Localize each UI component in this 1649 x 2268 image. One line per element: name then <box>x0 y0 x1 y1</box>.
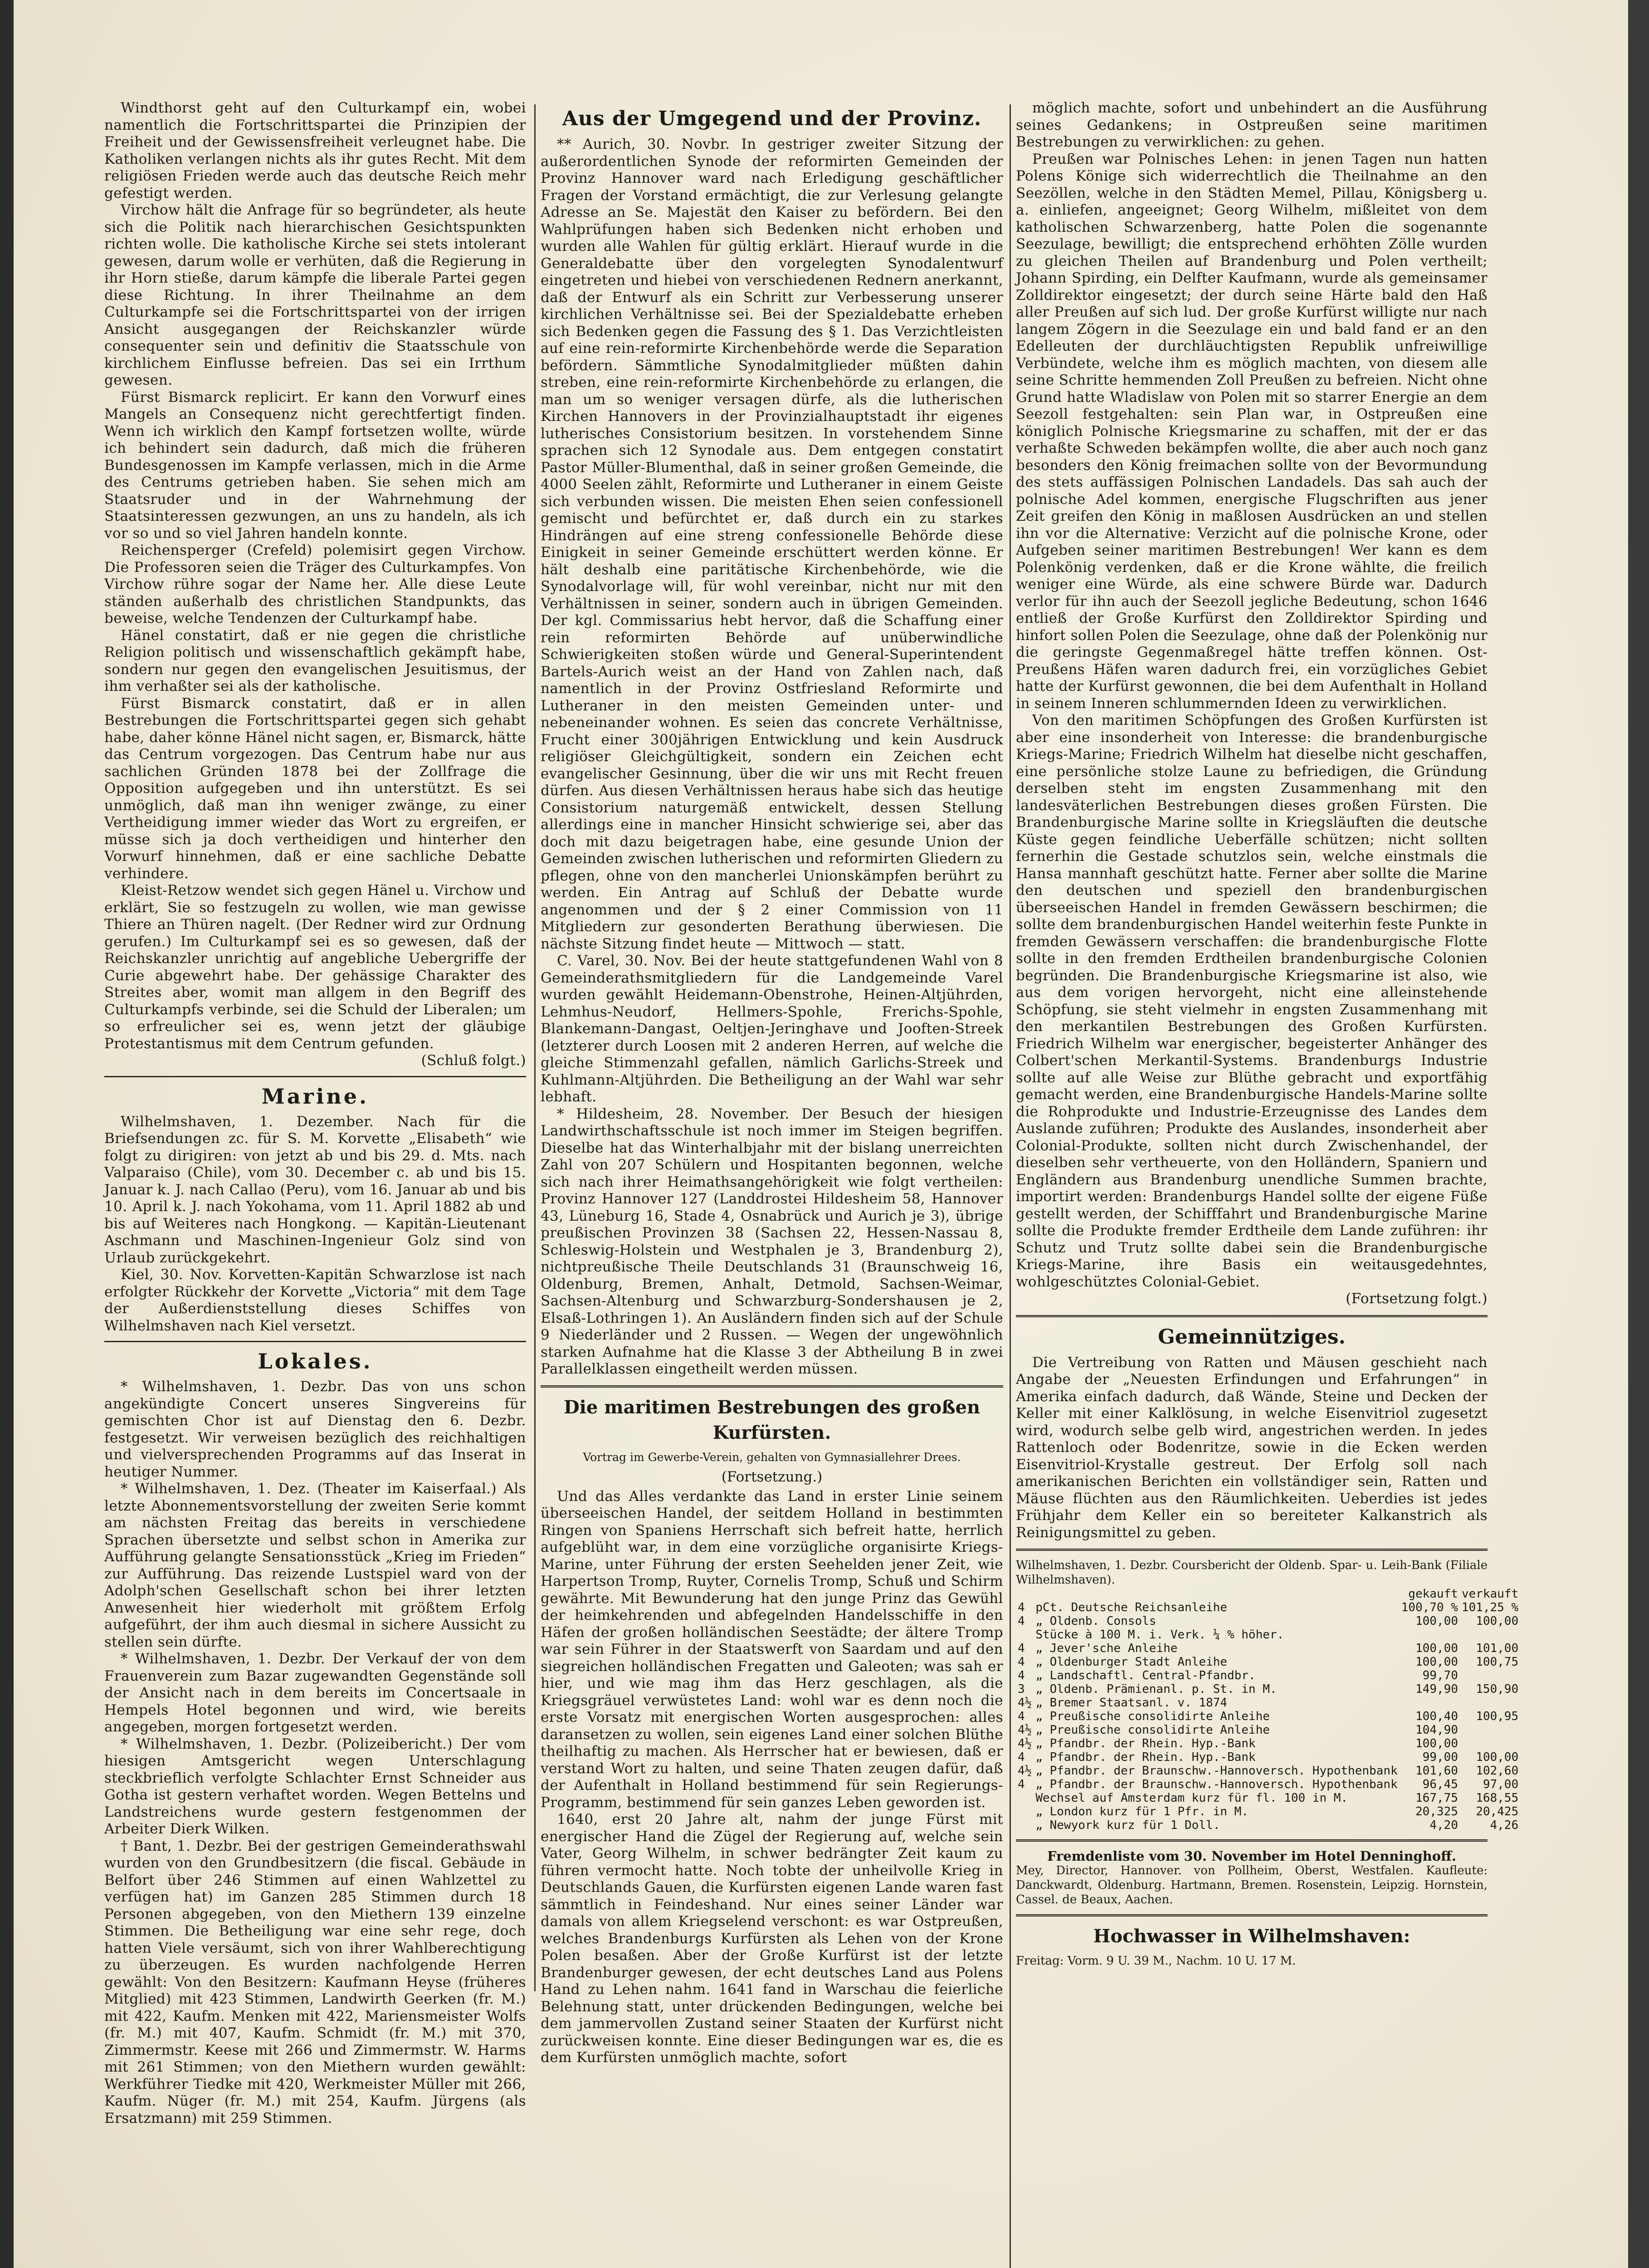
guest-list: Mey, Director, Hannover. von Pollheim, Oberst, Westfalen. Kaufleute: Danckwardt, Oldenburg. Hartmann, Bremen. Rosenstein, Leipzig. Hornstein, Cassel. de Beaux, Aachen. <box>1016 1864 1488 1906</box>
price-cell: 100,70 % <box>1401 1601 1458 1614</box>
table-row <box>1016 1778 1520 1791</box>
price-cell: 100,00 <box>1476 1614 1519 1628</box>
paragraph: Wilhelmshaven, 1. Dezember. Nach für die Briefsendungen zc. für S. M. Korvette „Elisabeth“ wie folgt zu dirigiren: von jetzt ab und bis 29. d. Mts. nach Valparaiso (Chile), vom 30. December c. ab und bis 15. Januar k. J. nach Callao (Peru), vom 16. Januar ab und bis 10. April k. J. nach Yokohama, vom 11. April 1882 ab und bis auf Weiteres nach Hongkong. — Kapitän-Lieutenant Aschmann und Maschinen-Ingenieur Golz sind von Urlaub zurückgekehrt. <box>104 1113 526 1266</box>
security-name: „ Newyork kurz für 1 Doll. <box>1035 1818 1220 1832</box>
interest-rate: 4 <box>1018 1669 1025 1682</box>
table-row <box>1016 1737 1520 1750</box>
column-2 <box>541 100 1003 2067</box>
price-cell <box>1460 1723 1520 1737</box>
paragraph: Windthorst geht auf den Culturkampf ein, wobei namentlich die Fortschrittspartei die Prinzipien der Freiheit und der Gewissensfreiheit verleugnet habe. Die Katholiken verlangen nichts als ihr gutes Recht. Mit dem religiösen Frieden werde auch das deutsche Reich mehr gefestigt werden. <box>104 100 526 201</box>
price-cell: 97,00 <box>1483 1778 1519 1791</box>
interest-rate: 4 <box>1018 1614 1025 1628</box>
paragraph: † Bant, 1. Dezbr. Bei der gestrigen Gemeinderathswahl wurden von den Grundbesitzern (die fiscal. Gebäude in Belfort über 246 Stimmen auf einen Wahlzettel zu verfügen hat) im Ganzen 285 Stimmen durch 18 Personen abgegeben, von den Miethern 139 einzelne Stimmen. Die Betheiligung war eine sehr rege, doch hatten Viele versäumt, sich von ihrer Wahlberechtigung zu überzeugen. Es wurden nachfolgende Herren gewählt: Von den Besitzern: Kaufmann Heyse (früheres Mitglied) mit 423 Stimmen, Landwirth Geerken (fr. M.) mit 422, Kaufm. Menken mit 422, Mariensmeister Wolfs (fr. M.) mit 407, Kaufm. Schmidt (fr. M.) mit 370, Zimmermstr. Keese mit 266 und Zimmermstr. W. Harms mit 261 Stimmen; von den Miethern wurden gewählt: Werkführer Tiedke mit 420, Werkmeister Müller mit 266, Kaufm. Nüger (fr. M.) mit 254, Kaufm. Jürgens (als Ersatzmann) mit 259 Stimmen. <box>104 1838 526 2126</box>
table-row <box>1016 1628 1520 1642</box>
column-header: gekauft <box>1408 1587 1458 1601</box>
price-cell <box>1460 1696 1520 1710</box>
table-row <box>1016 1682 1520 1696</box>
table-row <box>1016 1818 1520 1832</box>
newspaper-page <box>14 0 1628 2268</box>
section-heading-lokales: Lokales. <box>258 1349 373 1374</box>
scan-left-edge <box>0 0 14 2268</box>
table-row <box>1016 1696 1520 1710</box>
paragraph: Preußen war Polnisches Lehen: in jenen Tagen nun hatten Polens Könige sich widerrechtlich die Theilnahme an den Seezöllen, welche in den Städten Memel, Pillau, Königsberg u. a. einliefen, angeeignet; Georg Wilhelm, mißleitet von dem katholischen Schwarzenberg, hatte Polen die sogenannte Seezulage, bewilligt; die entsprechend erhöhten Zölle wurden zu gleichen Theilen auf Brandenburg und Polen vertheilt; Johann Spirding, ein Delfter Kaufmann, wurde als gemeinsamer Zolldirektor eingesetzt; der durch seine Härte bald den Haß aller Preußen auf sich lud. Der große Kurfürst willigte nur nach langem Zögern in die Seezulage ein und bald fand er an den Edelleuten der durchläuchtigsten Republik unfreiwillige Verbündete, welche ihm es möglich machten, von diesem alle seine Schritte hemmenden Zoll Preußen zu befreien. Nicht ohne Grund hatte Wladislaw von Polen mit so starrer Energie an dem Seezoll festgehalten: sein Plan war, in Ostpreußen eine königlich Polnische Kriegsmarine zu schaffen, mit der er das verhaßte Schweden bekämpfen wollte, die aber auch noch ganz besonders den König freimachen sollte von der Bevormundung des stets auffässigen Polnischen Landadels. Das sah auch der polnische Adel kommen, energische Flugschriften aus jener Zeit greifen den König in maßlosen Ausdrücken an und stellen ihn vor die Alternative: Verzicht auf die polnische Krone, oder Aufgeben seiner maritimen Bestrebungen! Wer kann es dem Polenkönig verdenken, daß er die Krone wählte, die freilich weniger eine Würde, als eine schwere Bürde war. Dadurch verlor für ihn auch der Seezoll jegliche Bedeutung, schon 1646 entließ der Große Kurfürst den Zolldirektor Spirding und hinfort sollen Polen die Seezulage, ohne daß der Polenkönig nur die geringste Gegenmaßregel hätte treffen können. Ost-Preußens Häfen waren dadurch frei, ein vorzügliches Gebiet hatte der Kurfürst gewonnen, die bei dem Aufenthalt in Holland in seinem Inneren schlummernden Ideen zu verwirklichen. <box>1016 151 1488 712</box>
section-heading-marine: Marine. <box>261 1084 369 1109</box>
price-cell: 149,90 <box>1415 1682 1458 1696</box>
paragraph: * Wilhelmshaven, 1. Dez. (Theater im Kaiserfaal.) Als letzte Abonnementsvorstellung der zweiten Serie kommt am nächsten Freitag das bereits in verschiedene Sprachen übersetzte und selbst schon in Amerika zur Aufführung gelangte Sensationsstück „Krieg im Frieden“ zur Aufführung. Das reizende Lustspiel ward von der Adolph'schen Gesellschaft schon bei ihrer letzten Anwesenheit hier wiederholt mit größtem Erfolg aufgeführt, der ihm auch diesmal in sichere Aussicht zu stellen sein dürfte. <box>104 1481 526 1650</box>
price-cell: 101,00 <box>1476 1642 1519 1655</box>
tide-heading: Hochwasser in Wilhelmshaven: <box>1093 1926 1410 1947</box>
paragraph: 1640, erst 20 Jahre alt, nahm der junge Fürst mit energischer Hand die Zügel der Regierung auf, welche sein Vater, Georg Wilhelm, in schwer bedrängter Zeit kaum zu führen vermocht hatte. Noch tobte der unheilvolle Krieg in Deutschlands Gauen, die Kurfürsten eigenen Lande waren fast sämmtlich in Feindeshand. Nur eines seiner Länder war damals von allem Kriegselend verschont: es war Ostpreußen, welches Brandenburgs Kurfürsten als Lehen von der Krone Polen besaßen. Aber der Große Kurfürst ist der letzte Brandenburger gewesen, der echt deutsches Land aus Polens Hand zu Lehen nahm. 1641 fand in Warschau die feierliche Belehnung statt, unter drückenden Bedingungen, welche bei dem jammervollen Zustand seiner Staaten der Kurfürst nicht zurückweisen konnte. Eine dieser Bedingungen war es, die es dem Kurfürsten unmöglich machte, sofort <box>541 1811 1003 2066</box>
paragraph: * Wilhelmshaven, 1. Dezbr. Das von uns schon angekündigte Concert unseres Singvereins für gemischten Chor ist auf Dienstag den 6. Dezbr. festgesetzt. Wir verweisen bezüglich des reichhaltigen und vielversprechenden Programms auf das Inserat in heutiger Nummer. <box>104 1378 526 1480</box>
security-name: „ Jever'sche Anleihe <box>1035 1642 1178 1655</box>
course-report-heading: Wilhelmshaven, 1. Dezbr. Coursbericht der Oldenb. Spar- u. Leih-Bank (Filiale Wilhelmshaven). <box>1016 1559 1488 1587</box>
section-divider <box>1016 1315 1488 1317</box>
paragraph: * Hildesheim, 28. November. Der Besuch der hiesigen Landwirthschaftsschule ist noch immer im Steigen begriffen. Dieselbe hat das Winterhalbjahr mit der bislang unerreichten Zahl von 207 Schülern und Hospitanten begonnen, welche sich nach ihrer Heimathsangehörigkeit wie folgt vertheilen: Provinz Hannover 127 (Landdrostei Hildesheim 58, Hannover 43, Lüneburg 16, Stade 4, Osnabrück und Aurich je 3), übrige preußischen Provinzen 38 (Sachsen 22, Hessen-Nassau 8, Schleswig-Holstein und Westphalen je 3, Brandenburg 2), nichtpreußische Theile Deutschlands 31 (Braunschweig 16, Oldenburg, Bremen, Anhalt, Detmold, Sachsen-Weimar, Sachsen-Altenburg und Schwarzburg-Sondershausen je 2, Elsaß-Lothringen 1). An Ausländern finden sich auf der Schule 9 Niederländer und 2 Russen. — Wegen der ungewöhnlich starken Aufnahme hat die Klasse 3 der Abtheilung B in zwei Parallelklassen eingetheilt werden müssen. <box>541 1105 1003 1377</box>
paragraph: Fürst Bismarck replicirt. Er kann den Vorwurf eines Mangels an Consequenz nicht gerechtfertigt finden. Wenn ich wirklich den Kampf fortsetzen wollte, würde ich behindert sein dadurch, daß mich die früheren Bundesgenossen im Kampfe verlassen, mich in die Arme des Centrums getrieben haben. Sie sehen mich am Staatsruder und in der Wahrnehmung der Staatsinteressen gezwungen, an uns zu handeln, als ich vor so und so viel Jahren handeln konnte. <box>104 389 526 542</box>
table-row <box>1016 1642 1520 1655</box>
scan-right-edge <box>1628 0 1649 2268</box>
security-name: „ Landschaftl. Central-Pfandbr. <box>1035 1669 1256 1682</box>
closing-note: (Schluß folgt.) <box>421 1052 526 1069</box>
security-name: „ Pfandbr. der Rhein. Hyp.-Bank <box>1035 1750 1256 1764</box>
interest-rate <box>1016 1805 1034 1818</box>
price-cell: 101,25 % <box>1461 1601 1519 1614</box>
table-row <box>1016 1764 1520 1778</box>
price-cell: 168,55 <box>1476 1791 1519 1805</box>
interest-rate: 4 <box>1018 1750 1025 1764</box>
price-cell: 100,00 <box>1415 1642 1458 1655</box>
section-divider <box>1016 1549 1488 1551</box>
price-cell: 100,95 <box>1476 1710 1519 1723</box>
price-cell: 100,40 <box>1415 1710 1458 1723</box>
security-name: „ Pfandbr. der Rhein. Hyp.-Bank <box>1035 1737 1256 1750</box>
security-name: Wechsel auf Amsterdam kurz für fl. 100 in M. <box>1035 1791 1348 1805</box>
article-title: Die maritimen Bestrebungen des großen Kurfürsten. <box>563 1396 981 1443</box>
table-row <box>1016 1655 1520 1669</box>
table-row <box>1016 1791 1520 1805</box>
interest-rate <box>1016 1791 1034 1805</box>
table-row <box>1016 1614 1520 1628</box>
section-divider <box>104 1076 526 1077</box>
table-row <box>1016 1723 1520 1737</box>
security-name: „ Pfandbr. der Braunschw.-Hannoversch. Hypothenbank <box>1035 1764 1398 1778</box>
interest-rate: 4 <box>1018 1655 1025 1669</box>
paragraph: Hänel constatirt, daß er nie gegen die christliche Religion politisch und wissenschaftlich gekämpft habe, sondern nur gegen den evangelischen Jesuitismus, der ihm verhaßter sei als der katholische. <box>104 627 526 694</box>
paragraph: Von den maritimen Schöpfungen des Großen Kurfürsten ist aber eine insonderheit von Interesse: die brandenburgische Kriegs-Marine; Friedrich Wilhelm hat dieselbe nicht geschaffen, eine persönliche stolze Laune zu befriedigen, die Gründung derselben steht im engsten Zusammenhang mit den landesväterlichen Bestrebungen dieses großen Fürsten. Die Brandenburgische Marine sollte in Kriegsläuften die deutsche Küste gegen feindliche Ueberfälle schützen; nicht sollten fernerhin die Gestade schutzlos sein, welche einstmals die Hansa mannhaft geschützt hatte. Ferner aber sollte die Marine den deutschen und speziell den brandenburgischen überseeischen Handel in fremden Gewässern beschirmen; die sollte dem brandenburgischen Handel weiterhin feste Punkte in fremden Gewässern verschaffen: die brandenburgische Flotte sollte in den fremden Erdtheilen brandenburgische Colonien begründen. Die Brandenburgische Kriegsmarine ist also, wie aus dem vorigen hervorgeht, nicht eine alleinstehende Schöpfung, sie steht vielmehr in engsten Zusammenhang mit den merkantilen Bestrebungen des Großen Kurfürsten. Friedrich Wilhelm war energischer, begeisterter Anhänger des Colbert'schen Merkantil-Systems. Brandenburgs Industrie sollte auf alle Weise zur Blüthe gebracht und exportfähig gemacht werden, eine Brandenburgische Handels-Marine sollte die Rohprodukte und Industrie-Erzeugnisse des Landes dem Auslande zuführen; Produkte des Auslandes, insonderheit aber Colonial-Produkte, sollten nicht durch Zwischenhandel, der dieselben sehr vertheuerte, von den Holländern, Spaniern und Engländern aus Brandenburg unendliche Summen brachte, importirt werden: Brandenburgs Handel sollte der eigene Füße gestellt werden, der Schifffahrt und Brandenburgische Marine sollte die Produkte fremder Erdtheile dem Lande zuführen: ihr Schutz und Trutz sollte dabei sein die Brandenburgische Kriegs-Marine, ihre Basis ein weitausgedehntes, wohlgeschütztes Colonial-Gebiet. <box>1016 712 1488 1290</box>
paragraph: Fürst Bismarck constatirt, daß er in allen Bestrebungen die Fortschrittspartei gegen sich gehabt habe, daher könne Hänel nicht sagen, er, Bismarck, hätte das Centrum vorgezogen. Das Centrum habe nur aus sachlichen Gründen 1878 bei der Zollfrage die Opposition aufgegeben und ihn unterstützt. Es sei unmöglich, daß man ihn weniger zwänge, zu einer Vertheidigung immer wieder das Wort zu ergreifen, er müsse sich ja doch vertheidigen und hinterher den Vorwurf hinnehmen, daß er eine sachliche Debatte verhindere. <box>104 695 526 882</box>
security-name: „ Preußische consolidirte Anleihe <box>1035 1710 1270 1723</box>
paragraph: Virchow hält die Anfrage für so begründeter, als heute sich die Politik nach hierarchischen Gesichtspunkten richten wolle. Die katholische Kirche sei stets intolerant gewesen, darum wolle er verhüten, daß die Regierung in ihr Horn stieße, darum kämpfe die liberale Partei gegen diese Richtung. In ihrer Theilnahme an dem Culturkampfe sei die Fortschrittspartei von der irrigen Ansicht ausgegangen der Reichskanzler würde consequenter sein und definitiv die Staatsschule von kirchlichem Einflusse befreien. Das sei ein Irrthum gewesen. <box>104 202 526 388</box>
article-continuation: (Fortsetzung.) <box>721 1468 823 1485</box>
price-cell: 100,00 <box>1476 1750 1519 1764</box>
security-name: „ Preußische consolidirte Anleihe <box>1035 1723 1270 1737</box>
price-cell: 101,60 <box>1415 1764 1458 1778</box>
paragraph: * Wilhelmshaven, 1. Dezbr. (Polizeibericht.) Der vom hiesigen Amtsgericht wegen Unterschlagung steckbrieflich verfolgte Schlachter Ernst Schneider aus Gotha ist gestern verhaftet worden. Wegen Bettelns und Landstreichens wurde gestern festgenommen der Arbeiter Dierk Wilken. <box>104 1735 526 1837</box>
price-cell: 167,75 <box>1415 1791 1458 1805</box>
course-table <box>1016 1587 1520 1832</box>
paragraph: ** Aurich, 30. Novbr. In gestriger zweiter Sitzung der außerordentlichen Synode der reformirten Gemeinden der Provinz Hannover ward nach Erledigung geschäftlicher Fragen der Vorstand ermächtigt, die zur Verlesung gelangte Adresse an Se. Majestät den Kaiser zu befördern. Bei den Wahlprüfungen haben sich Bedenken nicht erhoben und wurden alle Wahlen für gültig erklärt. Hierauf wurde in die Generaldebatte über den vorgelegten Synodalentwurf eingetreten und hiebei von verschiedenen Rednern anerkannt, daß der Entwurf als ein Schritt zur Verbesserung unserer kirchlichen Verhältnisse sei. Bei der Spezialdebatte erheben sich Bedenken gegen die Fassung des § 1. Das Verzichtleisten auf eine rein-reformirte Kirchenbehörde werde die Separation befördern. Sämmtliche Synodalmitglieder müßten dahin streben, eine rein-reformirte Kirchenbehörde zu erlangen, die man um so weniger versagen dürfe, als die lutherischen Kirchen Hannovers in der Provinzialhauptstadt ihr eigenes lutherisches Consistorium besitzen. In vorstehendem Sinne sprachen sich 12 Synodale aus. Dem entgegen constatirt Pastor Müller-Blumenthal, daß in seiner großen Gemeinde, die 4000 Seelen zählt, Reformirte und Lutheraner in einem Geiste sich verbunden wissen. Die meisten Ehen seien confessionell gemischt und befürchtet er, daß durch ein zu starkes Hindrängen auf eine streng confessionelle Behörde diese Einigkeit in seiner Gemeinde erschüttert werden könne. Er hält deshalb eine paritätische Kirchenbehörde, wie die Synodalvorlage will, für wohl vereinbar, nicht nur mit den Verhältnissen in seiner, sondern auch in übrigen Gemeinden. Der kgl. Commissarius hebt hervor, daß die Schaffung einer rein reformirten Behörde auf unüberwindliche Schwierigkeiten stoßen würde und General-Superintendent Bartels-Aurich weist an der Hand von Zahlen nach, daß namentlich in der Provinz Ostfriesland Reformirte und Lutheraner in den meisten Gemeinden unter- und nebeneinander wohnen. Es seien das concrete Verhältnisse, Frucht einer 300jährigen Entwicklung und kein Ausdruck religiöser Gleichgültigkeit, sondern ein Zeichen echt evangelischer Gesinnung, über die wir uns mit Recht freuen dürfen. Aus diesen Verhältnissen heraus habe sich das heutige Consistorium naturgemäß entwickelt, dessen Stellung allerdings eine in mancher Hinsicht schwierige sei, aber das doch mit dazu beigetragen habe, eine gesunde Union der Gemeinden zwischen lutherischen und reformirten Gliedern zu pflegen, ohne von den mancherlei Unionskämpfen berührt zu werden. Ein Antrag auf Schluß der Debatte wurde angenommen und der § 2 einer Commission von 11 Mitgliedern zur gesonderten Berathung überwiesen. Die nächste Sitzung findet heute — Mittwoch — statt. <box>541 136 1003 952</box>
interest-rate: 3 <box>1018 1682 1025 1696</box>
price-cell: 150,90 <box>1476 1682 1519 1696</box>
security-name: „ Oldenb. Consols <box>1035 1614 1156 1628</box>
tide-times: Freitag: Vorm. 9 U. 39 M., Nachm. 10 U. 17 M. <box>1016 1954 1296 1968</box>
price-cell: 104,90 <box>1415 1723 1458 1737</box>
interest-rate: 4 <box>1018 1601 1025 1614</box>
paragraph: Und das Alles verdankte das Land in erster Linie seinem überseeischen Handel, der seitdem Holland in bestimmten Ringen von Spaniens Herrschaft sich befreit hatte, herrlich aufgeblüht war, in dem eine vorzügliche organisirte Kriegs-Marine, unter Führung der ersten Seehelden jener Zeit, wie Harpertson Tromp, Ruyter, Cornelis Tromp, Schuß und Schirm gewährte. Mit Bewunderung hat den junge Prinz das Gewühl der heimkehrenden und abfegelnden Handelsschiffe in den Häfen der großen holländischen Seestädte; der ältere Tromp war sein Führer in der Staatswerft von Saardam und auf den siegreichen holländischen Fregatten und Galeoten; was sah er hier, und wie mag ihm das Herz geschlagen, als die Kriegsgräuel verwüstetes Land: wohl war es denn noch die erste Vorsatz mit energischen Worten ausgesprochen: alles daransetzen zu wollen, sein eigenes Land einer solchen Blüthe theilhaftig zu machen. Als Herrscher hat er bewiesen, daß er verstand Wort zu halten, und seine Thaten zeugen dafür, daß der Aufenthalt in Holland bestimmend für sein Regierungs-Programm, bestimmend für sein ganzes Leben geworden ist. <box>541 1488 1003 1811</box>
interest-rate: 4½ <box>1018 1764 1032 1778</box>
security-name: „ Pfandbr. der Braunschw.-Hannoversch. Hypothenbank <box>1035 1778 1398 1791</box>
table-row <box>1016 1601 1520 1614</box>
interest-rate: 4 <box>1018 1642 1025 1655</box>
table-row <box>1016 1805 1520 1818</box>
interest-rate <box>1016 1628 1034 1642</box>
section-divider <box>1016 1914 1488 1916</box>
paragraph: Kleist-Retzow wendet sich gegen Hänel u. Virchow und erklärt, Sie so festzugeln zu wollen, wie man gewisse Thiere an Thüren nagelt. (Der Redner wird zur Ordnung gerufen.) Im Culturkampf sei es so gewesen, daß der Reichskanzler unrichtig auf angebliche Uebergriffe der Curie abgewehrt habe. Der gehässige Charakter des Streites aber, womit man allgem in den Begriff des Culturkampfs verbinde, sei die Schuld der Liberalen; um so erfreulicher sei es, wenn jetzt der gläubige Protestantismus mit dem Centrum gefunden. <box>104 882 526 1052</box>
paragraph: Kiel, 30. Nov. Korvetten-Kapitän Schwarzlose ist nach erfolgter Rückkehr der Korvette „Victoria“ mit dem Tage der Außerdienststellung dieses Schiffes von Wilhelmshaven nach Kiel versetzt. <box>104 1266 526 1334</box>
column-rule-1 <box>534 104 536 1991</box>
price-cell: 4,26 <box>1490 1818 1519 1832</box>
section-divider <box>541 1385 1003 1388</box>
column-header: verkauft <box>1461 1587 1519 1601</box>
price-cell: 99,70 <box>1422 1669 1458 1682</box>
article-subtitle: Vortrag im Gewerbe-Verein, gehalten von Gymnasiallehrer Drees. <box>583 1450 961 1464</box>
paragraph: Reichensperger (Crefeld) polemisirt gegen Virchow. Die Professoren seien die Träger des Culturkampfes. Von Virchow rühre sogar der Name her. Alle diese Leute ständen außerhalb des christlichen Standpunkts, das beweise, welche Tendenzen der Culturkampf habe. <box>104 542 526 626</box>
table-row <box>1016 1750 1520 1764</box>
table-row <box>1016 1669 1520 1682</box>
price-cell: 100,00 <box>1415 1737 1458 1750</box>
guest-list-heading: Fremdenliste vom 30. November im Hotel Denninghoff. <box>1047 1848 1457 1864</box>
interest-rate: 4 <box>1018 1778 1025 1791</box>
security-name: „ Bremer Staatsanl. v. 1874 <box>1035 1696 1227 1710</box>
paragraph: möglich machte, sofort und unbehindert an die Ausführung seines Gedankens; in Ostpreußen seine maritimen Bestrebungen zu verwirklichen: zu gehen. <box>1016 100 1488 150</box>
security-name: „ Oldenb. Prämienanl. p. St. in M. <box>1035 1682 1277 1696</box>
interest-rate: 4½ <box>1018 1737 1032 1750</box>
paragraph: * Wilhelmshaven, 1. Dezbr. Der Verkauf der von dem Frauenverein zum Bazar zugewandten Gegenstände soll der Ansicht nach in dem bereits im Concertsaale in Hempels Hotel begonnen und wird, wie bereits angegeben, morgen fortgesetzt werden. <box>104 1651 526 1735</box>
section-divider <box>104 1341 526 1342</box>
price-cell: 100,00 <box>1415 1614 1458 1628</box>
price-cell: 100,75 <box>1476 1655 1519 1669</box>
price-cell: 96,45 <box>1422 1778 1458 1791</box>
table-row <box>1016 1710 1520 1723</box>
price-cell: 100,00 <box>1415 1655 1458 1669</box>
section-heading-provinz: Aus der Umgegend und der Provinz. <box>562 107 982 130</box>
paragraph: C. Varel, 30. Nov. Bei der heute stattgefundenen Wahl von 8 Gemeinderathsmitgliedern für die Landgemeinde Varel wurden gewählt Heidemann-Obenstrohe, Heinen-Altjührden, Lehmhus-Neudorf, Hellmers-Spohle, Frerichs-Spohle, Blankemann-Dangast, Oeltjen-Jeringhave und Jooften-Streek (letzterer durch Loosen mit 2 anderen Herren, auf welche die gleiche Stimmenzahl gefallen, nämlich Garlichs-Streek und Kuhlmann-Altjührden. Die Betheiligung an der Wahl war sehr lebhaft. <box>541 953 1003 1105</box>
security-name: „ London kurz für 1 Pfr. in M. <box>1035 1805 1249 1818</box>
price-cell <box>1460 1628 1520 1642</box>
interest-rate <box>1016 1818 1034 1832</box>
price-cell: 102,60 <box>1476 1764 1519 1778</box>
security-name: „ Oldenburger Stadt Anleihe <box>1035 1655 1227 1669</box>
price-cell <box>1460 1737 1520 1750</box>
price-cell: 20,425 <box>1476 1805 1519 1818</box>
continuation-note: (Fortsetzung folgt.) <box>1346 1290 1488 1307</box>
interest-rate: 4 <box>1018 1710 1025 1723</box>
table-header-row <box>1016 1587 1520 1601</box>
interest-rate: 4½ <box>1018 1723 1032 1737</box>
price-cell <box>1400 1696 1460 1710</box>
interest-rate: 4½ <box>1018 1696 1032 1710</box>
security-name: pCt. Deutsche Reichsanleihe <box>1035 1601 1227 1614</box>
paragraph: Die Vertreibung von Ratten und Mäusen geschieht nach Angabe der „Neuesten Erfindungen und Erfahrungen“ in Amerika einfach dadurch, daß Wände, Steine und Decken der Keller mit einer Kalklösung, in welche Eisenvitriol zugesetzt wird, wodurch selbe gelb wird, angestrichen werden. In jedes Rattenloch oder Bodenritze, sowie in die Ecken werden Eisenvitriol-Krystalle gestreut. Der Erfolg soll nach amerikanischen Berichten ein vollständiger sein, Ratten und Mäuse flüchten aus den Räumlichkeiten. Ueberdies ist jedes Frühjahr dem Keller ein so bereiteter Kalkanstrich als Reinigungsmittel zu geben. <box>1016 1354 1488 1541</box>
price-cell <box>1400 1628 1460 1642</box>
price-cell: 99,00 <box>1422 1750 1458 1764</box>
security-name: Stücke à 100 M. i. Verk. ¼ % höher. <box>1035 1628 1284 1642</box>
column-1 <box>104 100 526 2127</box>
section-divider <box>1016 1839 1488 1842</box>
price-cell <box>1460 1669 1520 1682</box>
price-cell: 4,20 <box>1429 1818 1458 1832</box>
column-rule-2 <box>1010 104 1011 2268</box>
column-3 <box>1016 100 1519 1968</box>
price-cell: 20,325 <box>1415 1805 1458 1818</box>
section-heading-gemeinnuetziges: Gemeinnütziges. <box>1158 1325 1346 1349</box>
